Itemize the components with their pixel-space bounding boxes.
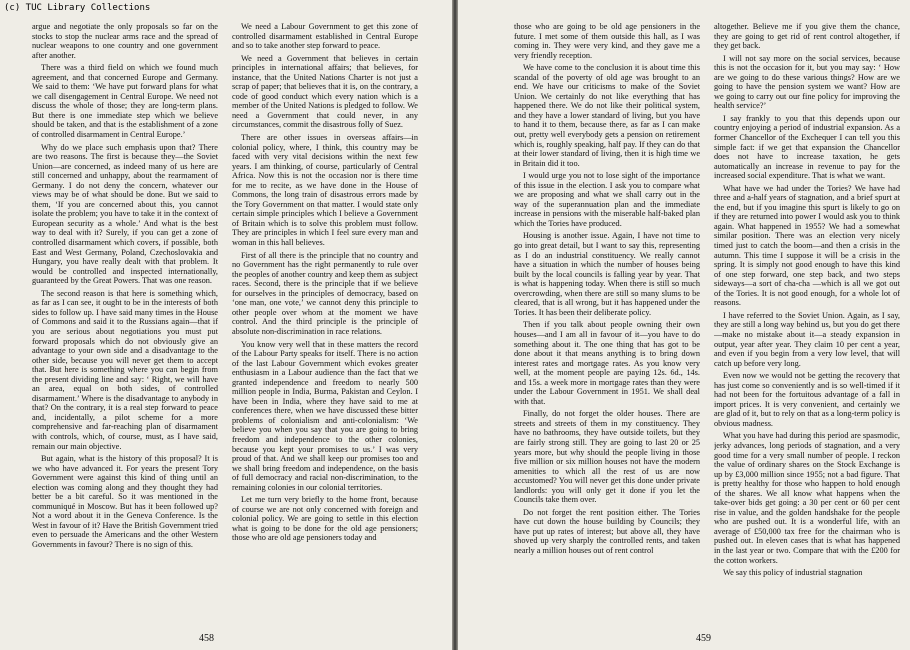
paragraph: First of all there is the principle that no country and no Government has the right permanently to rule over the peoples of another country and keep them as subject races. Second, there is the principle that if we believe for ourselves in the principles of democracy, based on ‘one man, one vote,’ we cannot deny this principle to other people over whom at the moment we have control. And the third principle is the principle of absolute non-discrimination in race relations. xyxy=(232,250,418,336)
paragraph: Do not forget the rent position either. The Tories have cut down the house building by Councils; they have put up rates of interest; but above all, they have shoved up very sharply the controlled rents, and taken nearly a million houses out of rent control xyxy=(514,507,700,555)
paragraph: But again, what is the history of this proposal? It is we who have advanced it. For years the present Tory Government were against this kind of thing until an election was coming along and they thought they had better be a bit careful. So it was mentioned in the communiqué in Moscow. But has it been followed up? Not a word about it in the Geneva Conference. Is the West in favour of it? Have the British Government tried even to persuade the Americans and the other Western Governments in favour? There is no sign of this. xyxy=(32,454,218,549)
page-number-left: 458 xyxy=(199,633,214,644)
paragraph: Housing is another issue. Again, I have not time to go into great detail, but I want to say this, representing as I do an industrial constituency. We really cannot have a situation in which the number of houses being built by the local councils is falling year by year. That is what is happening today. When there is still so much overcrowding, when there are still so many slums to be cleared, that is all wrong, but it has happened under the Tories. It has been their deliberate policy. xyxy=(514,231,700,317)
paragraph: I have referred to the Soviet Union. Again, as I say, they are still a long way behind us, but you do get there—make no mistake about it—a steady expansion in output, year after year. They claim 10 per cent a year, and even if you begin from a very low level, that will catch up before very long. xyxy=(714,310,900,368)
paragraph: The second reason is that here is something which, as far as I can see, it ought to be in the interests of both sides to follow up. I have said many times in the House of Commons and said it to the Russians again—that if you are serious about negotiations you must put forward proposals which do not obviously give an advantage to your own side and a disadvantage to the other side, because you will never get them to accept that. But here is something where you can begin from the present dividing line and say: ‘ Right, we will have an area, equal on both sides, of controlled disarmament.’ Where is the disadvantage to anybody in that? On the contrary, it is a real step forward to peace and, incidentally, a pilot scheme for a more comprehensive and far-reaching plan of disarmament with controls, which, of course, must, as I have said, remain our main objective. xyxy=(32,288,218,451)
paragraph: We need a Labour Government to get this zone of controlled disarmament established in Central Europe and so to take another step forward to peace. xyxy=(232,22,418,51)
paragraph: There was a third field on which we found much agreement, and that concerned Europe and Germany. We said to them: ‘We have put forward plans for what we call disengagement in Central Europe. We need not discuss the whole of those; they are long-term plans. But there is one immediate step which we believe should be taken, and that is the establishment of a zone of controlled disarmament in Central Europe.’ xyxy=(32,63,218,140)
paragraph: Then if you talk about people owning their own houses—and I am all in favour of it—you have to do something about it. The one thing that has got to be done about it that means anything is to bring down interest rates and mortgage rates. As you know very well, at the moment people are paying 12s. 6d., 14s. and 15s. a week more in mortgage rates than they were under the Labour Government in 1951. We shall deal with that. xyxy=(514,320,700,406)
copyright-notice: (c) TUC Library Collections xyxy=(4,3,151,13)
paragraph: I say frankly to you that this depends upon our country enjoying a period of industrial expansion. As a former Chancellor of the Exchequer I can tell you this simple fact: if we get that expansion the Chancellor does not have to increase taxation, he gets automatically an increase in revenue to pay for the increased social expenditure. That is what we want. xyxy=(714,113,900,181)
paragraph: Why do we place such emphasis upon that? There are two reasons. The first is because they—the Soviet Union—are concerned, as indeed many of us here are still concerned and unhappy, about the rearmament of Germany. I do not deny the concern, whatever our views may be of what should be done. But we said to them, ‘If you are concerned about this, you cannot isolate the problem; you have to take it in the context of European security as a whole.’ And what is the best way to deal with it? Surely, if you can get a zone of controlled disarmament which covers, if possible, both East and West Germany, Poland, Czechoslovakia and Hungary, you have really dealt with that problem. It would be controlled and inspected internationally, guaranteed by the Great Powers. That was one reason. xyxy=(32,142,218,286)
left-page xyxy=(0,0,452,650)
left-column-2 xyxy=(232,22,418,620)
paragraph: We need a Government that believes in certain principles in international affairs; that believes, for instance, that the United Nations Charter is not just a scrap of paper; that believes that it is, on the contrary, a code of good conduct which every nation which is a member of the United Nations is pledged to follow. We need a Government that could never, in any circumstances, commit the disastrous folly of Suez. xyxy=(232,53,418,130)
paragraph: We say this policy of industrial stagnation xyxy=(723,568,863,578)
right-column-1 xyxy=(514,22,700,620)
paragraph: Finally, do not forget the older houses. There are streets and streets of them in my constituency. They have no bathrooms, they have outside toilets, but they are fairly strong still. They are going to last 20 or 25 years more, but why should the people living in those five million or six million houses not have the modern amenities to which all the rest of us are now accustomed? You will never get this done under private landlords: you will only get it done if you let the Councils take them over. xyxy=(514,409,700,505)
right-page xyxy=(458,0,910,650)
paragraph: altogether. Believe me if you give them the chance, they are going to get rid of rent control altogether, if they get back. xyxy=(714,22,900,51)
paragraph: Let me turn very briefly to the home front, because of course we are not only concerned with foreign and colonial policy. We are going to settle in this election what is going to be done for the old age pensioners; those who are old age pensioners today and xyxy=(232,495,418,543)
paragraph: Even now we would not be getting the recovery that has just come so conveniently and is so well-timed if it had not been for the fortuitous advantage of a fall in import prices. It is very convenient, and certainly we are glad of it, but to rely on that as a long-term policy is obvious madness. xyxy=(714,371,900,428)
paragraph: There are other issues in overseas affairs—in colonial policy, where, I think, this country may be faced with very vital decisions within the next few years. I am thinking, of course, particularly of Central Africa. Now this is not the occasion nor is there time for me to recite, as we have done in the House of Commons, the long train of disastrous errors made by the Tory Government on that matter. I would state only certain simple principles which I believe a Government of Britain which is to solve this problem must follow. They are principles in which I feel sure every man and woman in this hall believes. xyxy=(232,133,418,248)
paragraph: We have come to the conclusion it is about time this scandal of the poverty of old age was brought to an end. We have our criticisms to make of the Soviet Union. We certainly do not like everything that has happened there. We do not like their political system, and they have a lower standard of living, but you have to hand it to them, because there, as far as I can make out, pretty well everybody gets a pension on retirement which is, roughly speaking, half pay. If they can do that at their lower standard of living, then it is high time we in Britain did it too. xyxy=(514,63,700,168)
paragraph: I will not say more on the social services, because this is not the occasion for it, but you may say: ‘ How are we going to do these various things? How are we going to have the pension system we want? How are we going to carry out our fine policy for improving the health service?’ xyxy=(714,53,900,111)
paragraph: What have we had under the Tories? We have had three and a-half years of stagnation, and a brief spurt at the end, but if you imagine this spurt is likely to go on if they are returned into power I would ask you to think again. What happened in 1955? We had a somewhat similar position. There was an election very nicely timed just to catch the boom—and then a crisis in the autumn. This time I suppose it will be a crisis in the spring. It is simply not good enough to have this kind of one step forward, one step back, and two steps sideways—a sort of cha-cha —which is all we got out of the Tories. It is not good enough, for a whole lot of reasons. xyxy=(714,183,900,308)
paragraph: You know very well that in these matters the record of the Labour Party speaks for itself. There is no action of the last Labour Government which evokes greater enthusiasm in a Labour audience than the fact that we granted independence and freedom to nearly 500 million people in India, Burma, Pakistan and Ceylon. I have been in India, where they have said to me at conferences there, when we have discussed these bitter problems of colonialism and anti-colonialism: ‘We believe you when you say that you are going to bring freedom and independence to the other colonies, because you kept your promises to us.’ I was very proud of that. And we shall keep our promises too and we shall bring freedom and independence, on the basis of full democracy and racial non-discrimination, to the remaining colonies in our colonial territories. xyxy=(232,339,418,492)
page-number-right: 459 xyxy=(696,633,711,644)
paragraph: those who are going to be old age pensioners in the future. I met some of them outside this hall, as I was coming in. They were very kind, and they gave me a very friendly reception. xyxy=(514,22,700,60)
paragraph: I would urge you not to lose sight of the importance of this issue in the election. I ask you to compare what we are proposing and what we shall carry out in the way of the superannuation plan and the immediate increase in pensions with the miserable half-baked plan which the Tories have produced. xyxy=(514,171,700,228)
right-column-2 xyxy=(714,22,900,620)
left-column-1 xyxy=(32,22,218,620)
paragraph: argue and negotiate the only proposals so far on the stocks to stop the nuclear arms race and the spread of nuclear weapons to one country and one government after another. xyxy=(32,22,218,60)
paragraph: What you have had during this period are spasmodic, jerky advances, long periods of stagnation, and a very good time for a very small number of people. I reckon the value of ordinary shares on the Stock Exchange is up by £3,000 million since 1955; not a bad figure. That is pretty healthy for those who happen to hold enough of the shares. We all know what happens when the take-over bids get going: a 30 per cent or 60 per cent rise in value, and the golden handshake for the people who are pushed out. It is a wonderful life, with an average of £50,000 tax free for the chairman who is pushed out. In eleven cases that is what has happened in the last year or two. Compare that with the £200 for the cotton workers. xyxy=(714,431,900,565)
